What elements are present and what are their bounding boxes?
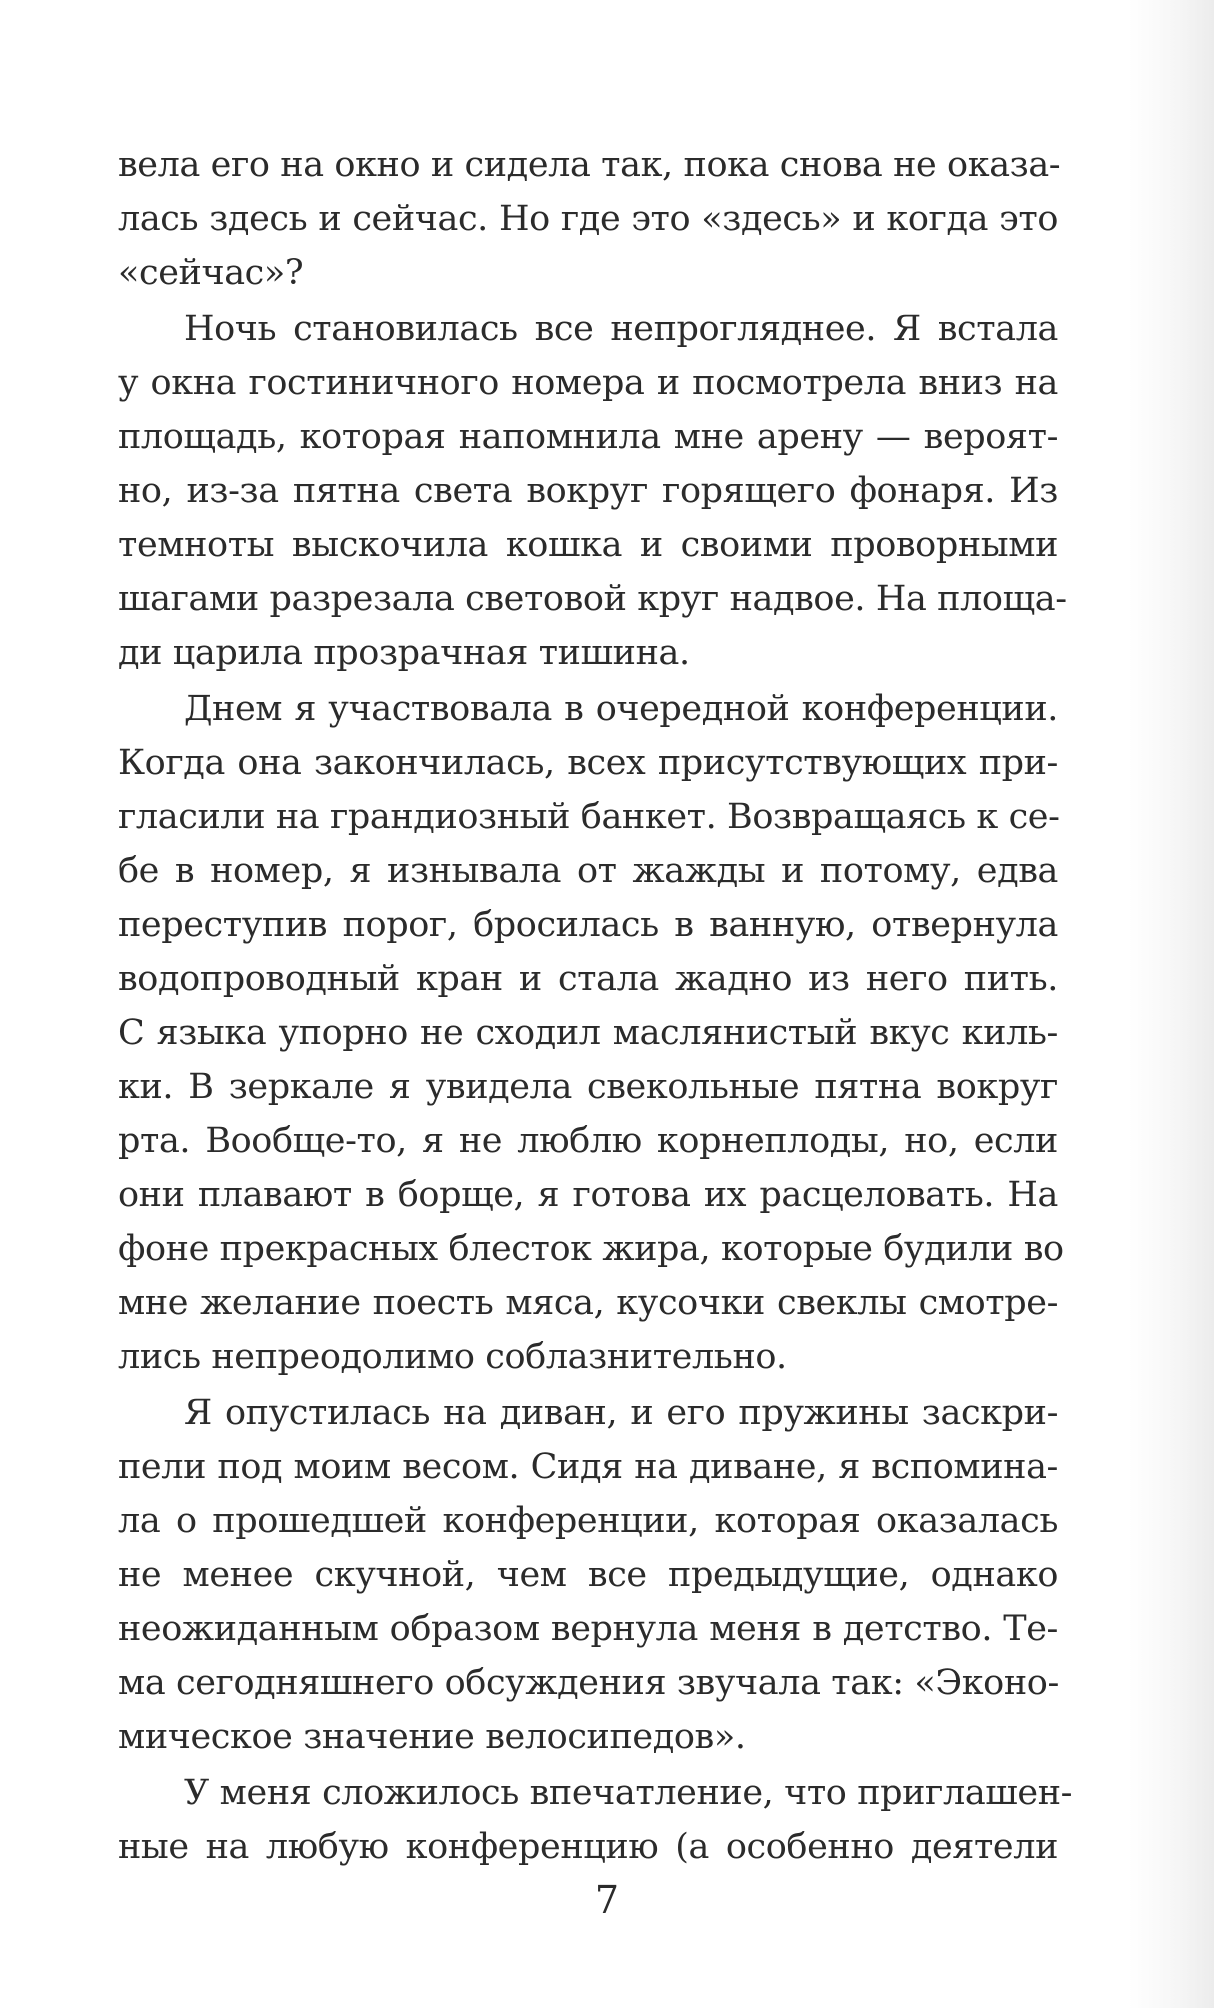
text-line: неожиданным образом вернула меня в детство. Те- — [118, 1609, 1058, 1649]
text-line: Когда она закончилась, всех присутствующих при- — [118, 743, 1058, 783]
text-line: ла о прошедшей конференции, которая оказалась — [118, 1501, 1058, 1541]
paragraph — [118, 302, 1067, 680]
text-line: переступив порог, бросилась в ванную, отвернула — [118, 905, 1058, 945]
text-line: Ночь становилась все непрогляднее. Я встала — [184, 309, 1058, 349]
text-line: не менее скучной, чем все предыдущие, однако — [118, 1555, 1058, 1595]
text-line: но, из-за пятна света вокруг горящего фонаря. Из — [118, 471, 1058, 511]
text-line: мическое значение велосипедов». — [118, 1717, 746, 1757]
paragraph — [118, 138, 1061, 300]
text-line: мне желание поесть мяса, кусочки свеклы смотре- — [118, 1283, 1058, 1323]
paragraph — [118, 1766, 1073, 1874]
text-line: бе в номер, я изнывала от жажды и потому, едва — [118, 851, 1058, 891]
text-line: Днем я участвовала в очередной конференции. — [184, 689, 1058, 729]
text-line: вела его на окно и сидела так, пока снова не оказа- — [118, 145, 1061, 185]
text-line: ки. В зеркале я увидела свекольные пятна вокруг — [118, 1067, 1058, 1107]
text-line: рта. Вообще-то, я не люблю корнеплоды, но, если — [118, 1121, 1058, 1161]
text-line: лась здесь и сейчас. Но где это «здесь» и когда это — [118, 199, 1058, 239]
text-line: гласили на грандиозный банкет. Возвращаясь к се- — [118, 797, 1060, 837]
paragraph — [118, 1386, 1058, 1764]
text-line: ди царила прозрачная тишина. — [118, 633, 690, 673]
text-line: они плавают в борще, я готова их расцеловать. На — [118, 1175, 1058, 1215]
text-line: пели под моим весом. Сидя на диване, я вспомина- — [118, 1447, 1058, 1487]
body-text — [118, 138, 1073, 1874]
text-line: У меня сложилось впечатление, что приглашен- — [184, 1773, 1073, 1813]
text-line: темноты выскочила кошка и своими проворными — [118, 525, 1058, 565]
text-line: шагами разрезала световой круг надвое. На площа- — [118, 579, 1067, 619]
text-line: лись непреодолимо соблазнительно. — [118, 1337, 787, 1377]
text-line: фоне прекрасных блесток жира, которые будили во — [118, 1229, 1064, 1269]
page-number: 7 — [594, 1878, 620, 1922]
text-line: ма сегодняшнего обсуждения звучала так: «Эконо- — [118, 1663, 1059, 1703]
text-line: у окна гостиничного номера и посмотрела вниз на — [118, 363, 1058, 403]
text-line: С языка упорно не сходил маслянистый вкус киль- — [118, 1013, 1058, 1053]
text-line: «сейчас»? — [118, 253, 304, 293]
text-line: Я опустилась на диван, и его пружины заскри- — [184, 1393, 1058, 1433]
paragraph — [118, 682, 1064, 1384]
text-line: ные на любую конференцию (а особенно деятели — [118, 1827, 1058, 1867]
text-line: водопроводный кран и стала жадно из него пить. — [118, 959, 1058, 999]
text-line: площадь, которая напомнила мне арену — вероят- — [118, 417, 1058, 457]
